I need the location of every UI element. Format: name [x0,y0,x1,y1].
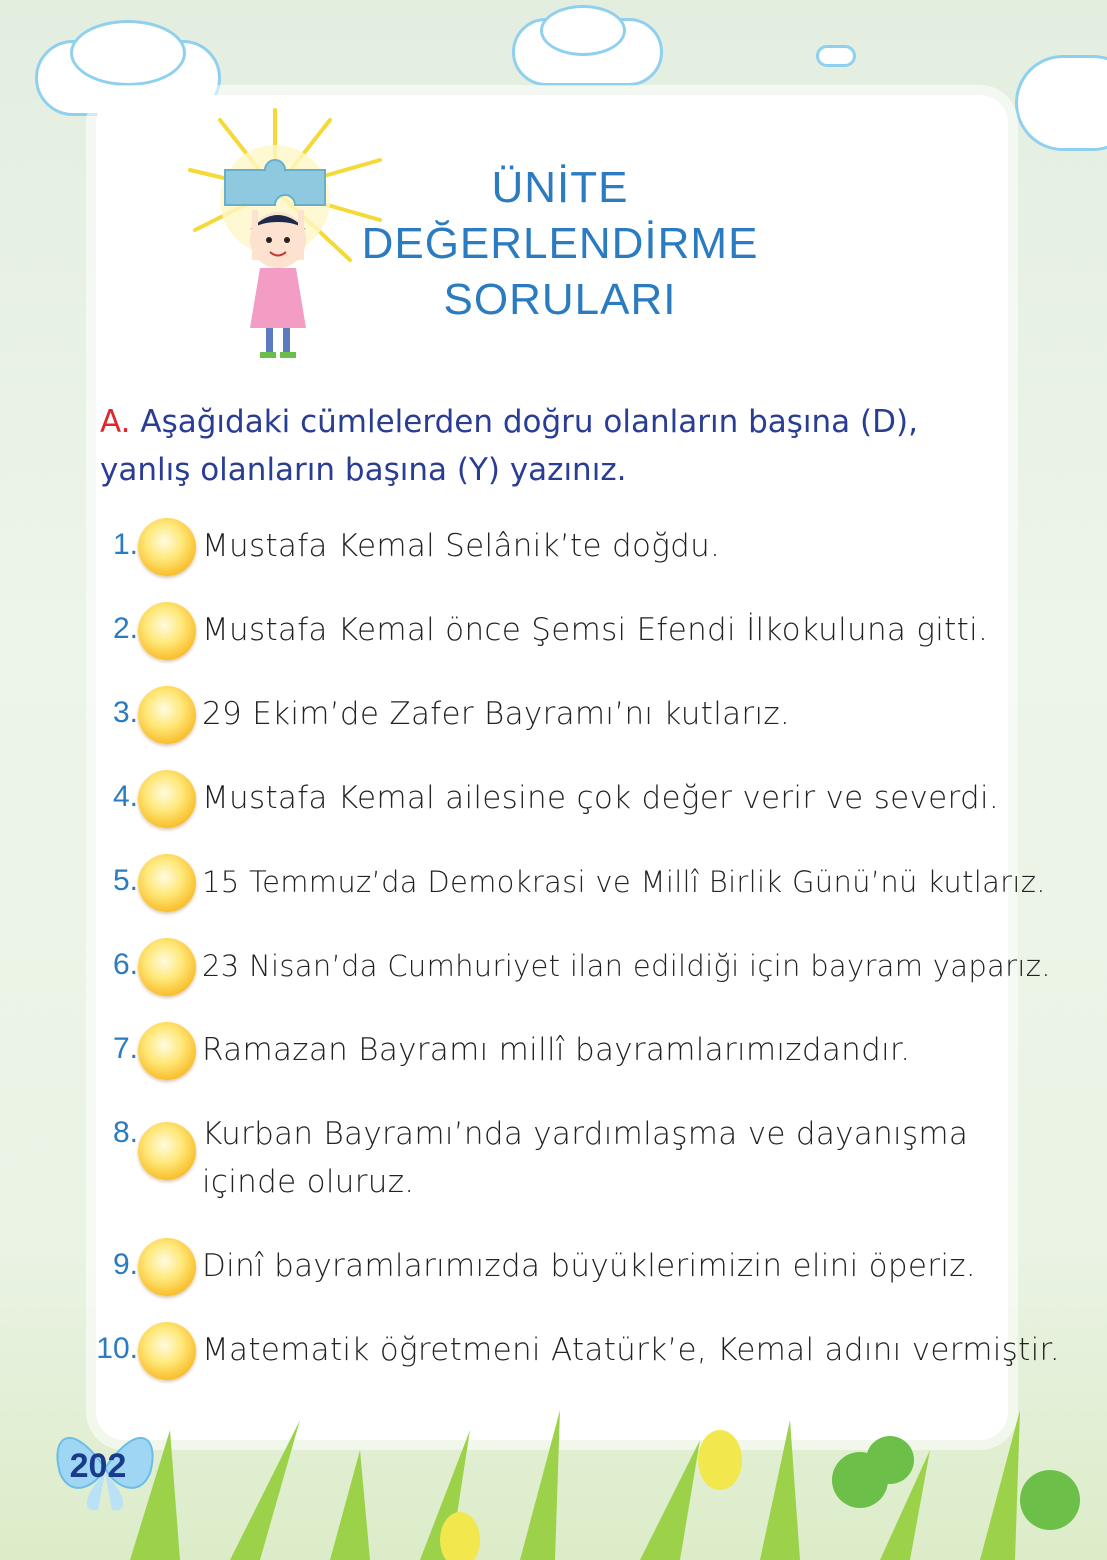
answer-circle[interactable] [138,770,196,828]
question-text: Kurban Bayramı’nda yardımlaşma ve dayanışma içinde oluruz. [202,1116,969,1200]
answer-circle[interactable] [138,938,196,996]
question-number: 5. [112,864,138,897]
question-text: Ramazan Bayramı millî bayramlarımızdandır. [202,1032,911,1068]
question-number: 3. [112,696,138,729]
question-number: 1. [112,528,138,561]
question-text: 29 Ekim’de Zafer Bayramı’nı kutlarız. [202,696,791,732]
section-letter: A. [100,404,131,440]
question-number: 9. [112,1248,138,1281]
question-number: 6. [112,948,138,981]
cloud-decoration [1015,55,1107,151]
question-number: 4. [112,780,138,813]
question-text: 15 Temmuz’da Demokrasi ve Millî Birlik Günü’nü kutlarız. [202,865,1046,899]
grass-decoration [0,1390,1107,1560]
question-text: Matematik öğretmeni Atatürk’e, Kemal adını vermiştir. [202,1332,1060,1368]
answer-circle[interactable] [138,1322,196,1380]
question-number: 7. [112,1032,138,1065]
question-number: 8. [112,1116,138,1149]
instruction [100,398,990,494]
question-text: 23 Nisan’da Cumhuriyet ilan edildiği için bayram yaparız. [202,949,1051,983]
answer-circle[interactable] [138,1022,196,1080]
answer-circle[interactable] [138,686,196,744]
cloud-decoration [816,45,856,67]
answer-circle[interactable] [138,1122,196,1180]
cloud-decoration [540,5,626,56]
cloud-decoration [70,20,186,86]
title-line: SORULARI [443,275,677,324]
page-title [330,160,790,328]
question-number: 10. [96,1332,138,1365]
instruction-text: yanlış olanların başına (Y) yazınız. [100,452,627,488]
title-line: ÜNİTE [491,163,629,212]
question-text: Dinî bayramlarımızda büyüklerimizin elini öperiz. [202,1248,976,1284]
question-text: Mustafa Kemal Selânik’te doğdu. [202,528,721,564]
answer-circle[interactable] [138,518,196,576]
page-number: 202 [69,1447,127,1485]
answer-circle[interactable] [138,854,196,912]
question-number: 2. [112,612,138,645]
question-text: Mustafa Kemal önce Şemsi Efendi İlkokuluna gitti. [202,612,989,648]
answer-circle[interactable] [138,602,196,660]
answer-circle[interactable] [138,1238,196,1296]
title-line: DEĞERLENDİRME [361,219,759,268]
instruction-text: Aşağıdaki cümlelerden doğru olanların başına (D), [140,404,918,440]
question-text: Mustafa Kemal ailesine çok değer verir ve severdi. [202,780,1000,816]
